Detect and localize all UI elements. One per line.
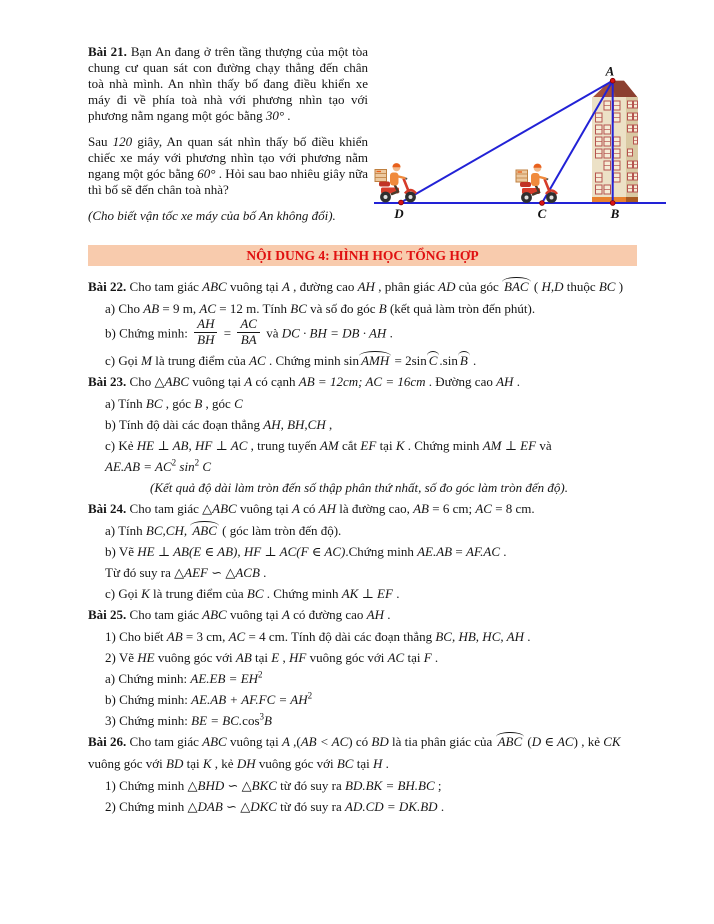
observation-diagram xyxy=(370,40,714,232)
section-banner-title: NỘI DUNG 4: HÌNH HỌC TỔNG HỢP xyxy=(246,248,479,263)
fraction: $\frac{AH}{BH}$ xyxy=(194,317,217,348)
bai24-line: Bài 24. Cho tam giác △ABC vuông tại A có AH là đường cao, AB = 6 cm; AC = 8 cm. xyxy=(88,500,535,516)
building xyxy=(592,81,638,204)
bai26-line: 2) Chứng minh △DAB ∽ △DKC từ đó suy ra AD.CD = DK.BD . xyxy=(105,798,445,814)
bai24-line: a) Tính BC,CH, ABC ( góc làm tròn đến độ). xyxy=(105,522,342,538)
problem21-paragraph: Bài 21. Bạn An đang ở trên tầng thượng của một tòa chung cư quan sát con đường chạy thẳng đến chân toà nhà mình. An nhìn thấy bố đang điều khiển xe máy đi về phía toà nhà với phương nhìn tạo với phương nằm ngang một góc bằng 30° . xyxy=(88,44,368,123)
bai25-line: 3) Chứng minh: BE = $BC.\cos^3B$ xyxy=(105,711,272,728)
bai22-line: Bài 22. Cho tam giác ABC vuông tại A , đường cao AH , phân giác AD của góc BAC ( H,D thuộc BC ) xyxy=(88,279,624,294)
problem21-paragraph: (Cho biết vận tốc xe máy của bố An không đổi). xyxy=(88,208,336,223)
bai23-line: (Kết quả độ dài làm tròn đến số thập phân thứ nhất, số đo góc làm tròn đến độ). xyxy=(149,479,569,495)
fraction: $\frac{AC}{BA}$ xyxy=(237,317,260,348)
point-D xyxy=(399,200,404,205)
point-B xyxy=(610,201,615,206)
bai23-line: b) Tính độ dài các đoạn thẳng AH, BH,CH , xyxy=(105,416,333,432)
point-C xyxy=(540,201,545,206)
bai25-line: 1) Cho biết AB = 3 cm, AC = 4 cm. Tính độ dài các đoạn thẳng BC, HB, HC, AH . xyxy=(105,628,531,644)
bai26-line: 1) Chứng minh △BHD ∽ △BKC từ đó suy ra BD.BK = BH.BC ; xyxy=(105,777,442,793)
section-banner xyxy=(88,245,637,266)
label-B: B xyxy=(610,206,620,221)
bai23-line: Bài 23. Cho △ABC vuông tại A có cạnh AB = 12cm; AC = 16cm . Đường cao AH . xyxy=(88,373,520,389)
scooter-at-C xyxy=(516,164,557,203)
problem-21-text xyxy=(88,44,368,234)
bai22-line: c) Gọi M là trung điểm của AC . Chứng minh sin AMH = 2sin C .sin B . xyxy=(105,352,477,368)
bai25-line: a) Chứng minh: $AE.EB = EH^2$ xyxy=(105,669,263,686)
bai25-line: 2) Vẽ HE vuông góc với AB tại E , HF vuông góc với AC tại F . xyxy=(105,649,439,665)
bai22-line: a) Cho AB = 9 m, AC = 12 m. Tính BC và số đo góc B (kết quả làm tròn đến phút). xyxy=(105,301,536,316)
label-C: C xyxy=(537,206,547,221)
bai24-line: b) Vẽ HE ⊥ AB(E ∈ AB), HF ⊥ AC(F ∈ AC).Chứng minh AE.AB = AF.AC . xyxy=(105,543,507,559)
bai23-line: a) Tính BC , góc B , góc C xyxy=(105,395,243,411)
point-A xyxy=(610,78,615,83)
bai22-line: b) Chứng minh: $\frac{AH}{BH}$ = $\frac{AC}{BA}$ và DC · BH = DB · AH . xyxy=(105,316,393,347)
bai25-line: Bài 25. Cho tam giác ABC vuông tại A có đường cao AH . xyxy=(88,606,391,622)
bai23-line: c) Kẻ HE ⊥ AB, HF ⊥ AC , trung tuyến AM cắt EF tại K . Chứng minh AM ⊥ EF và xyxy=(105,437,552,453)
bai26-line: Bài 26. Cho tam giác ABC vuông tại A ,(AB < AC) có BD là tia phân giác của ABC (D ∈ AC) , kẻ CK vuông góc với BD tại K , kẻ DH vuông góc với BC tại H . xyxy=(88,733,621,771)
problem21-paragraph: Sau 120 giây, An quan sát nhìn thấy bố điều khiển chiếc xe máy với phương nhìn tạo với phương nằm ngang một góc bằng 60° . Hỏi sau bao nhiêu giây nữa thì bố sẽ đến chân toà nhà? xyxy=(88,134,368,197)
bai25-line: b) Chứng minh: $AE.AB + AF.FC = AH^2$ xyxy=(105,690,313,707)
label-D: D xyxy=(394,206,404,221)
bai24-line: Từ đó suy ra △AEF ∽ △ACB . xyxy=(105,564,267,580)
scooter-at-D xyxy=(375,163,416,202)
label-A: A xyxy=(605,63,615,79)
problems-list xyxy=(88,276,630,817)
bai24-line: c) Gọi K là trung điểm của BC . Chứng minh AK ⊥ EF . xyxy=(105,585,400,601)
bai23-line: $AE.AB = AC^2$ $\sin^2 C$ xyxy=(105,457,212,474)
sight-line-AD xyxy=(401,81,613,203)
